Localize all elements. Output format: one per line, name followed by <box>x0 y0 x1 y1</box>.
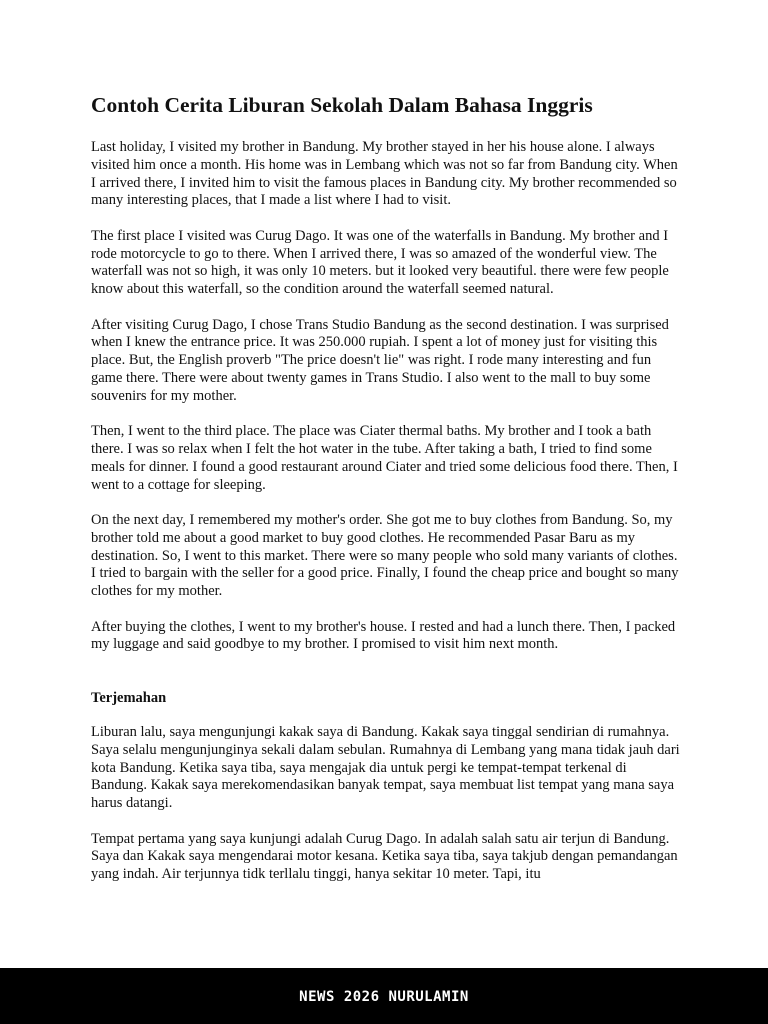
translation-heading: Terjemahan <box>91 690 167 707</box>
paragraph: After visiting Curug Dago, I chose Trans Studio Bandung as the second destination. I was surprised when I knew the entrance price. It was 250.000 rupiah. I spent a lot of money just for visiting this place. But, the English proverb "The price doesn't lie" was right. I rode many interesting and fun game there. There were about twenty games in Trans Studio. I also went to the mall to buy some souvenirs for my mother. <box>91 316 669 404</box>
document-content <box>91 90 681 902</box>
paragraph: Then, I went to the third place. The place was Ciater thermal baths. My brother and I took a bath there. I was so relax when I felt the hot water in the tube. After taking a bath, I tried to find some meals for dinner. I found a good restaurant around Ciater and tried some delicious food there. Then, I went to a cottage for sleeping. <box>91 423 678 493</box>
paragraph: On the next day, I remembered my mother's order. She got me to buy clothes from Bandung. So, my brother told me about a good market to buy good clothes. He recommended Pasar Baru as my destination. So, I went to this market. There were so many people who sold many variants of clothes. I tried to bargain with the seller for a good price. Finally, I found the cheap price and bought so many clothes for my mother. <box>91 511 679 600</box>
translation-paragraph: Liburan lalu, saya mengunjungi kakak saya di Bandung. Kakak saya tinggal sendirian di rumahnya. Saya selalu mengunjunginya sekali dalam sebulan. Rumahnya di Lembang yang mana tidak jauh dari kota Bandung. Ketika saya tiba, saya mengajak dia untuk pergi ke tempat-tempat terkenal di Bandung. Kakak saya merekomendasikan banyak tempat, saya membuat list tempat yang mana saya harus datangi. <box>91 724 680 812</box>
footer-bar <box>0 968 768 1024</box>
document-title: Contoh Cerita Liburan Sekolah Dalam Bahasa Inggris <box>91 93 593 117</box>
translation-paragraph: Tempat pertama yang saya kunjungi adalah Curug Dago. In adalah salah satu air terjun di Bandung. Saya dan Kakak saya mengendarai motor kesana. Ketika saya tiba, saya takjub dengan pemandangan yang indah. Air terjunnya tidk terllalu tinggi, hanya sekitar 10 meter. Tapi, itu <box>91 830 678 883</box>
paragraph: Last holiday, I visited my brother in Bandung. My brother stayed in her his house alone. I always visited him once a month. His home was in Lembang which was not so far from Bandung city. When I arrived there, I invited him to visit the famous places in Bandung city. My brother recommended so many interesting places, that I made a list where I had to visit. <box>91 139 678 209</box>
paragraph: The first place I visited was Curug Dago. It was one of the waterfalls in Bandung. My brother and I rode motorcycle to go to there. When I arrived there, I was so amazed of the wonderful view. The waterfall was not so high, it was only 10 meters. but it looked very beautiful. there were few people know about this waterfall, so the condition around the waterfall seemed natural. <box>91 227 669 298</box>
footer-watermark-text: NEWS 2026 NURULAMIN <box>299 989 469 1005</box>
paragraph: After buying the clothes, I went to my brother's house. I rested and had a lunch there. Then, I packed my luggage and said goodbye to my brother. I promised to visit him next month. <box>91 618 676 653</box>
